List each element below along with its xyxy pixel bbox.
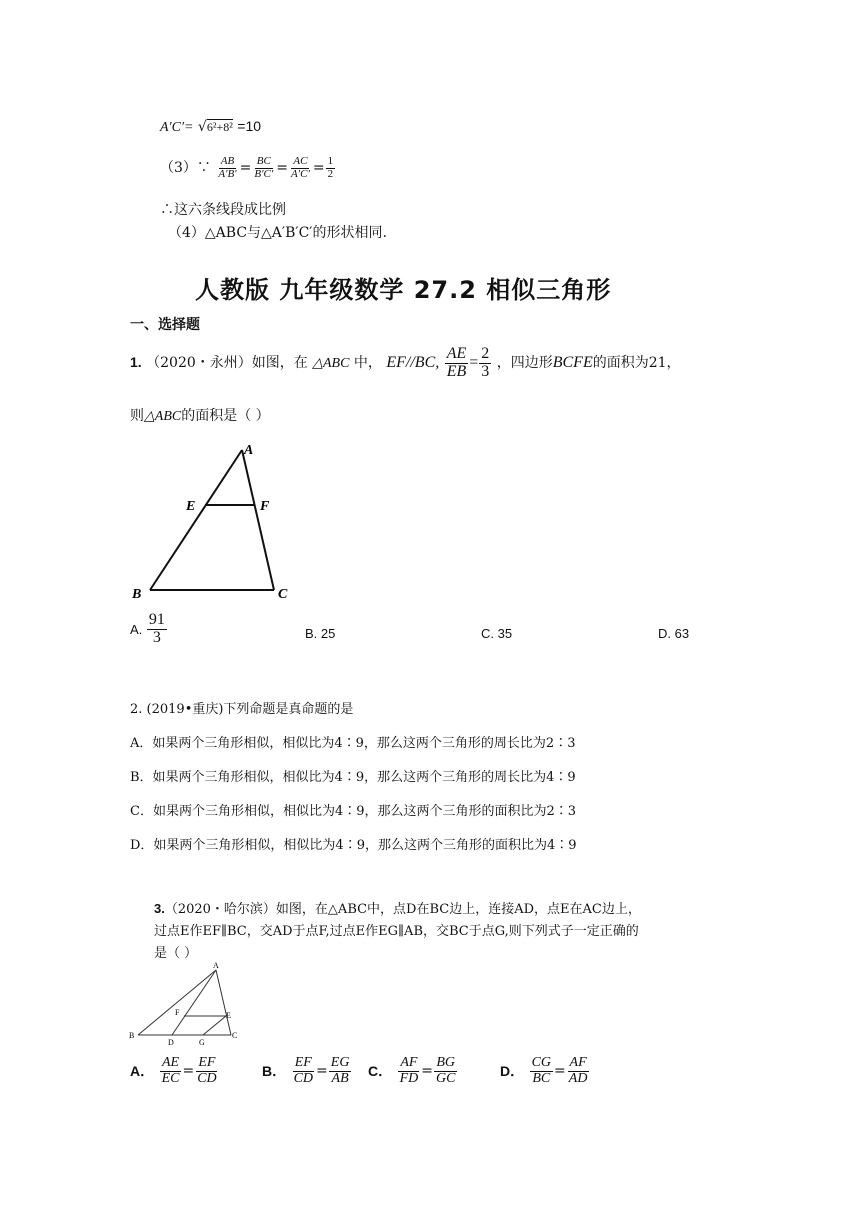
prev-line2-label: （3）∵: [160, 160, 211, 177]
q1-fraction-ae-eb: $\frac{AE}{EB}$: [446, 344, 467, 380]
q3-c-right: $\frac{BG}{GC}$: [435, 1055, 456, 1086]
q3-b-right: $\frac{EG}{AB}$: [330, 1055, 350, 1086]
ratio-half: $\frac{1}{2}$: [327, 155, 334, 180]
q1-number: 1.: [130, 354, 142, 370]
ratio-ab: $\frac{AB}{A'B'}$: [218, 155, 237, 180]
q3-line-2: 过点E作EF∥BC，交AD于点F,过点E作EG∥AB，交BC于点G,则下列式子一定正确的: [154, 924, 639, 939]
q1-quad: BCFE: [552, 354, 593, 371]
q1-label-e: E: [186, 499, 196, 514]
prev-line1-result: =10: [237, 118, 262, 134]
q3-label-f: F: [175, 1008, 180, 1017]
q1-fraction-2-3: $\frac{2}{3}$: [481, 344, 490, 380]
q3-d-left: $\frac{CG}{BC}$: [531, 1055, 552, 1086]
prev-line-2: （3）∵ $\frac{AB}{A'B'}$ = $\frac{BC}{B'C'}$ = $\frac{AC}{A'C'}$ = $\frac{1}{2}$: [160, 155, 334, 180]
q3-a-left: $\frac{AE}{EC}$: [161, 1055, 180, 1086]
ratio-ac: $\frac{AC}{A'C'}$: [290, 155, 310, 180]
prev-line-3: ∴这六条线段成比例: [160, 202, 286, 218]
q3-d-right: $\frac{AF}{AD}$: [568, 1055, 588, 1086]
q1-line2-triangle: △ABC: [144, 409, 182, 424]
q1-label-a: A: [244, 443, 254, 458]
q3-a-right: $\frac{EF}{CD}$: [197, 1055, 217, 1086]
q1-source: （2020・永州）如图，在: [146, 355, 308, 371]
q1-label-f: F: [260, 499, 270, 514]
q1-mid: 中，: [353, 355, 382, 371]
q1-line-1: 1. （2020・永州）如图，在 △ABC 中， EF//BC, $\frac{AE}{EB}$ = $\frac{2}{3}$ ，四边形BCFE的面积为21，: [130, 344, 681, 380]
section-heading: 一、选择题: [130, 316, 200, 332]
prev-line-1: [160, 118, 261, 136]
q3-option-a[interactable]: A． $\frac{AE}{EC}$ = $\frac{EF}{CD}$: [130, 1055, 217, 1086]
q3-number: 3.: [154, 901, 165, 916]
q3-label-b: B: [129, 1031, 135, 1040]
q3-option-b[interactable]: B． $\frac{EF}{CD}$ = $\frac{EG}{AB}$: [262, 1055, 350, 1086]
q1-label-b: B: [132, 587, 142, 602]
page-title: 人教版 九年级数学 27.2 相似三角形: [195, 276, 612, 304]
sqrt-sign: √: [197, 119, 207, 135]
q3-b-left: $\frac{EF}{CD}$: [293, 1055, 314, 1086]
q1-tail2: 的面积为21，: [592, 355, 681, 371]
q1-triangle-figure: [128, 440, 298, 605]
q1-option-d[interactable]: D. 63: [658, 626, 690, 641]
ratio-bc: $\frac{BC}{B'C'}$: [254, 155, 274, 180]
q2-option-a[interactable]: A．如果两个三角形相似，相似比为4∶9，那么这两个三角形的周长比为2∶3: [130, 736, 576, 751]
q2-option-d[interactable]: D．如果两个三角形相似，相似比为4∶9，那么这两个三角形的面积比为4∶9: [130, 838, 577, 853]
q3-label-e: E: [226, 1011, 231, 1020]
q3-line-1: 3.（2020・哈尔滨）如图，在△ABC中，点D在BC边上，连接AD，点E在AC边上，: [154, 901, 641, 917]
q1-option-a-fraction: $\frac{91}{3}$: [148, 611, 165, 646]
q1-label-c: C: [278, 587, 288, 602]
q1-option-b[interactable]: B. 25: [305, 626, 336, 641]
q3-label-g: G: [199, 1038, 205, 1047]
sqrt-radicand: 6²+8²: [206, 120, 233, 134]
q3-label-c: C: [232, 1031, 238, 1040]
q1-triangle: △ABC: [312, 356, 350, 371]
prev-line1-prefix: A′C′=: [160, 120, 194, 135]
q1-option-a[interactable]: A. $\frac{91}{3}$: [130, 611, 165, 646]
q2-option-c[interactable]: C．如果两个三角形相似，相似比为4∶9，那么这两个三角形的面积比为2∶3: [130, 804, 577, 819]
q1-option-c[interactable]: C. 35: [481, 626, 513, 641]
q3-option-d[interactable]: D． $\frac{CG}{BC}$ = $\frac{AF}{AD}$: [500, 1055, 588, 1086]
q2-header: 2. (2019•重庆)下列命题是真命题的是: [130, 702, 354, 717]
q3-label-d: D: [168, 1038, 174, 1047]
q3-c-left: $\frac{AF}{FD}$: [399, 1055, 419, 1086]
q3-option-c[interactable]: C． $\frac{AF}{FD}$ = $\frac{BG}{GC}$: [368, 1055, 456, 1086]
q3-label-a: A: [213, 961, 219, 970]
q2-option-b[interactable]: B．如果两个三角形相似，相似比为4∶9，那么这两个三角形的周长比为4∶9: [130, 770, 576, 785]
q3-triangle-figure: [126, 958, 241, 1048]
q1-tail: ，四边形: [496, 355, 553, 371]
q3-line-3: 是（ ）: [154, 946, 198, 961]
q1-condition: EF//BC,: [386, 354, 440, 371]
q1-line-2: 则△ABC的面积是（ ）: [130, 408, 270, 424]
prev-line-4: （4）△ABC与△A′B′C′的形状相同.: [168, 225, 387, 241]
